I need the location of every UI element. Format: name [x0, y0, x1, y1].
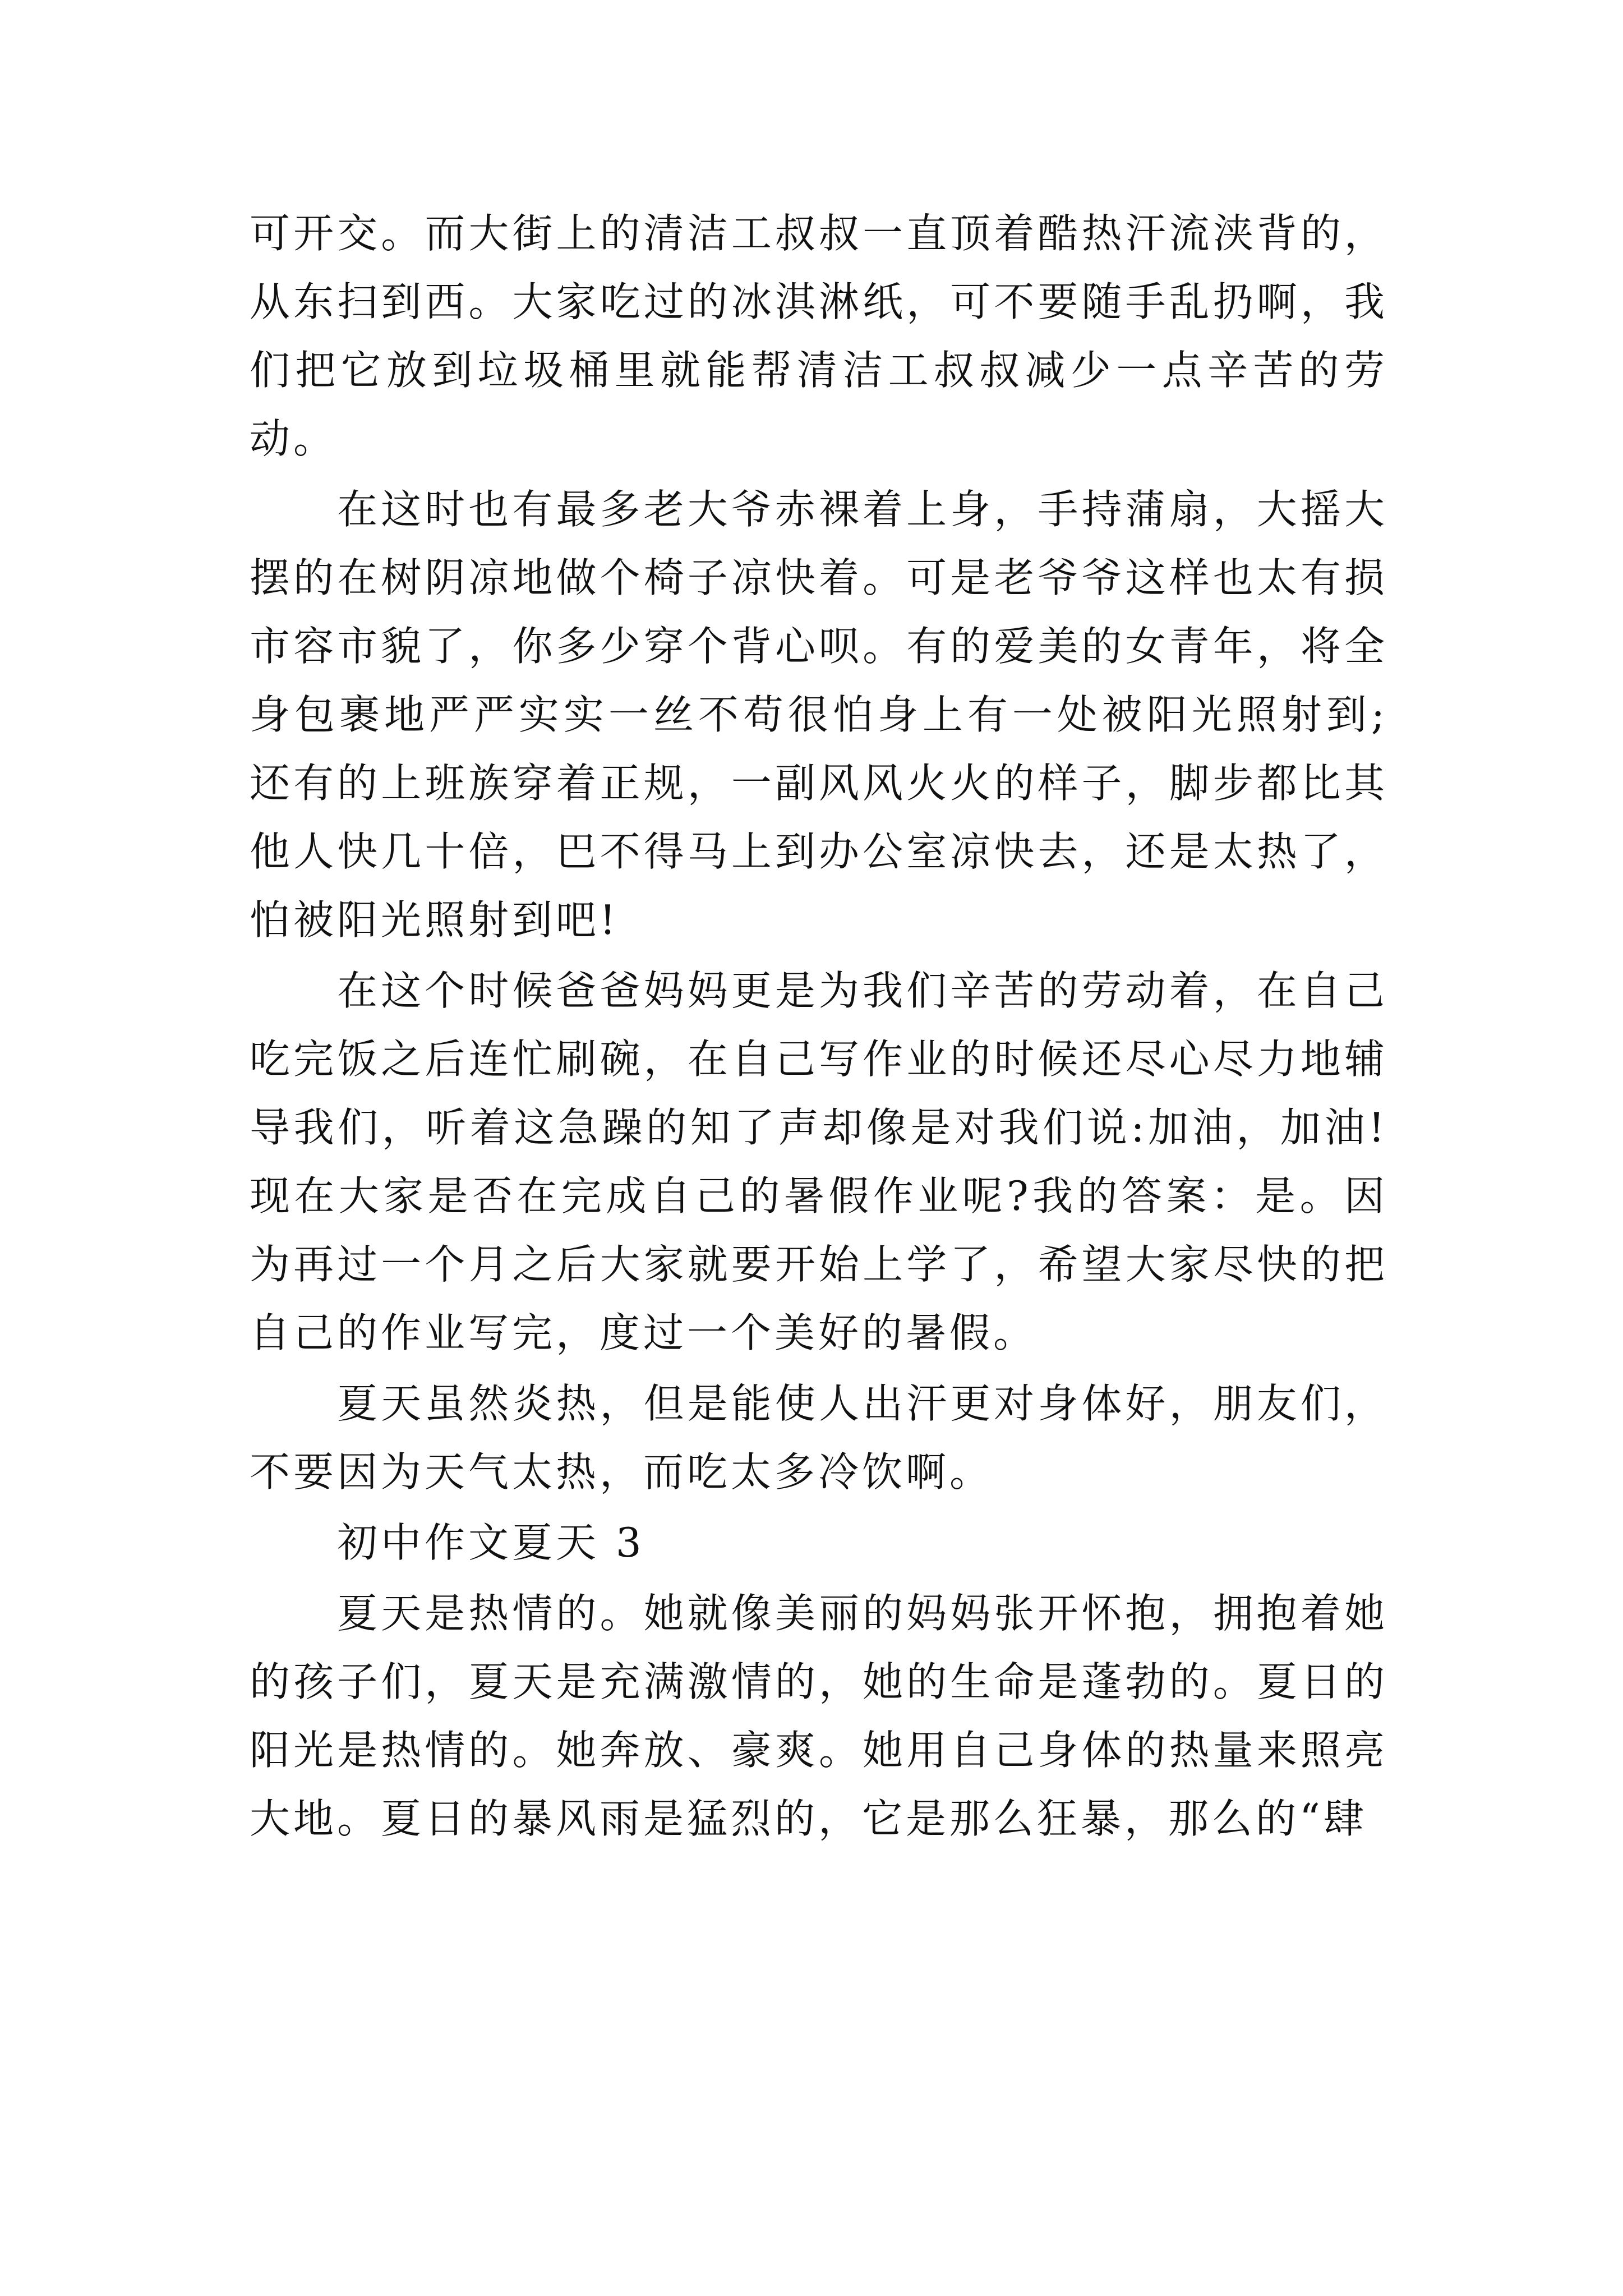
section-heading: 初中作文夏天 3 [337, 1519, 645, 1566]
paragraph-old-men-in-shade: 在这时也有最多老大爷赤裸着上身，手持蒲扇，大摇大摆的在树阴凉地做个椅子凉快着。可是老爷爷这样也太有损市容市貌了，你多少穿个背心呗。有的爱美的女青年，将全身包裹地严严实实一丝不苟很怕身上有一处被阳光照射到;还有的上班族穿着正规，一副风风火火的样子，脚步都比其他人快几十倍，巴不得马上到办公室凉快去，还是太热了，怕被阳光照射到吧! [250, 486, 1388, 944]
paragraph-summer-passionate: 夏天是热情的。她就像美丽的妈妈张开怀抱，拥抱着她的孩子们，夏天是充满激情的，她的生命是蓬勃的。夏日的阳光是热情的。她奔放、豪爽。她用自己身体的热量来照亮大地。夏日的暴风雨是猛烈的，它是那么狂暴，那么的“肆 [250, 1590, 1388, 1842]
document-body [250, 199, 1388, 1855]
paragraph-parents-working: 在这个时候爸爸妈妈更是为我们辛苦的劳动着，在自己吃完饭之后连忙刷碗，在自己写作业的时候还尽心尽力地辅导我们，听着这急躁的知了声却像是对我们说:加油，加油!现在大家是否在完成自己的暑假作业呢?我的答案：是。因为再过一个月之后大家就要开始上学了，希望大家尽快的把自己的作业写完，度过一个美好的暑假。 [250, 967, 1388, 1356]
paragraph-continuation: 可开交。而大街上的清洁工叔叔一直顶着酷热汗流浃背的，从东扫到西。大家吃过的冰淇淋纸，可不要随手乱扔啊，我们把它放到垃圾桶里就能帮清洁工叔叔减少一点辛苦的劳动。 [250, 210, 1388, 462]
paragraph-summer-advice: 夏天虽然炎热，但是能使人出汗更对身体好，朋友们，不要因为天气太热，而吃太多冷饮啊。 [250, 1380, 1388, 1496]
